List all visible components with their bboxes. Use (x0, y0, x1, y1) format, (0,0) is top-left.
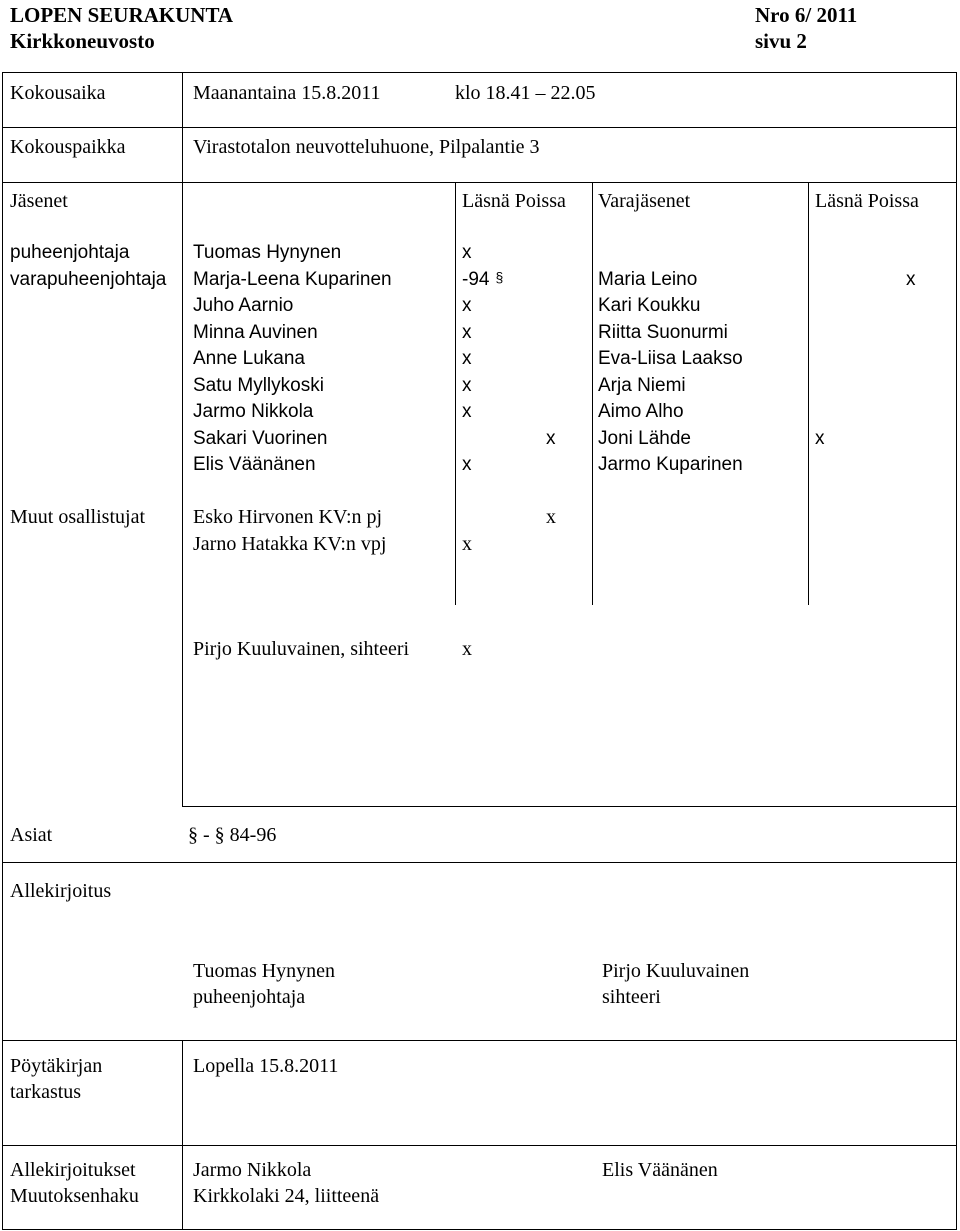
absent-mark (546, 399, 556, 426)
present-mark: x (462, 321, 472, 343)
present-mark: x (462, 532, 472, 555)
meeting-date: Maanantaina 15.8.2011 (193, 82, 381, 104)
member-name: Anne Lukana (193, 348, 305, 369)
meeting-time-label: Kokousaika (10, 82, 106, 104)
absent-mark (546, 531, 556, 558)
matters-label: Asiat (10, 824, 53, 846)
body-name: Kirkkoneuvosto (10, 29, 155, 53)
deputy-name: Eva-Liisa Laakso (598, 348, 743, 369)
absent-mark (546, 320, 556, 347)
others-present-column (462, 504, 472, 557)
others-list (193, 504, 386, 557)
member-name: Juho Aarnio (193, 295, 294, 316)
deputy-name (598, 240, 743, 267)
present-mark: x (462, 295, 472, 316)
others-absent-column (546, 504, 556, 557)
deputy-name: Maria Leino (598, 268, 698, 290)
deputies-absent-column (906, 240, 916, 479)
absent-mark (906, 320, 916, 347)
review-label-line1: Pöytäkirjan (10, 1055, 103, 1077)
present-mark (815, 399, 825, 426)
other-participant-name: Esko Hirvonen KV:n pj (193, 506, 383, 528)
roles-list (10, 240, 166, 293)
present-mark: x (462, 242, 472, 263)
members-header: Jäsenet (10, 190, 68, 212)
deputy-name: Kari Koukku (598, 295, 701, 316)
deputy-name: Joni Lähde (598, 427, 691, 449)
present-mark: -94 § (462, 268, 504, 290)
present-mark (815, 373, 825, 400)
deputy-name: Riitta Suonurmi (598, 321, 728, 343)
present-mark: x (462, 401, 472, 422)
secretary-signature-role: sihteeri (602, 986, 661, 1008)
absent-mark (546, 240, 556, 267)
absent-mark (546, 452, 556, 479)
deputies-header: Varajäsenet (598, 190, 691, 212)
matters-value: § - § 84-96 (188, 824, 277, 846)
present-mark (815, 346, 825, 373)
deputy-name: Jarmo Kuparinen (598, 454, 743, 475)
meeting-clock: klo 18.41 – 22.05 (455, 82, 596, 104)
absent-mark: x (546, 427, 556, 449)
present-mark: x (815, 427, 825, 449)
signer-1: Jarmo Nikkola (193, 1159, 312, 1181)
present-mark: x (462, 348, 472, 369)
deputy-name: Arja Niemi (598, 374, 686, 396)
present-mark: x (462, 454, 472, 475)
absent-mark (546, 293, 556, 320)
absent-mark (906, 240, 916, 267)
members-present-column (462, 240, 503, 479)
present-mark (815, 267, 825, 294)
absent-mark (546, 267, 556, 294)
page-number: sivu 2 (755, 29, 807, 53)
meeting-place-label: Kokouspaikka (10, 136, 126, 158)
present-mark (815, 452, 825, 479)
present-mark (815, 240, 825, 267)
member-name: Satu Myllykoski (193, 374, 324, 396)
review-place-date: Lopella 15.8.2011 (193, 1055, 339, 1077)
member-name: Marja-Leena Kuparinen (193, 268, 392, 290)
member-name: Tuomas Hynynen (193, 242, 342, 263)
absent-mark (906, 346, 916, 373)
doc-number: Nro 6/ 2011 (755, 3, 858, 27)
appeal-value: Kirkkolaki 24, liitteenä (193, 1185, 380, 1207)
org-name: LOPEN SEURAKUNTA (10, 3, 234, 27)
members-absent-column (546, 240, 556, 479)
absent-mark (906, 452, 916, 479)
present-mark (462, 426, 503, 453)
signature-label: Allekirjoitus (10, 880, 112, 902)
deputy-name: Aimo Alho (598, 401, 684, 422)
present-absent-header: Läsnä Poissa (462, 190, 566, 212)
other-participant-name: Jarno Hatakka KV:n vpj (193, 532, 387, 555)
absent-mark (906, 373, 916, 400)
present-mark (815, 293, 825, 320)
secretary-present-mark: x (462, 638, 472, 660)
meeting-place: Virastotalon neuvotteluhuone, Pilpalantie 3 (193, 136, 540, 158)
members-list (193, 240, 392, 479)
present-mark (462, 504, 472, 531)
member-name: Jarmo Nikkola (193, 401, 314, 422)
member-name: Elis Väänänen (193, 454, 316, 475)
absent-mark: x (906, 268, 916, 290)
section-sign-icon: § (495, 268, 504, 285)
present-mark (815, 320, 825, 347)
role-vice-chair: varapuheenjohtaja (10, 268, 167, 290)
deputies-present-column (815, 240, 825, 479)
absent-mark (906, 293, 916, 320)
absent-mark (906, 399, 916, 426)
chair-signature-role: puheenjohtaja (193, 986, 306, 1008)
absent-mark (546, 373, 556, 400)
secretary-name: Pirjo Kuuluvainen, sihteeri (193, 638, 410, 660)
present-absent-header-deputies: Läsnä Poissa (815, 190, 919, 212)
absent-mark (546, 346, 556, 373)
deputies-list (598, 240, 743, 479)
review-label-line2: tarkastus (10, 1081, 82, 1103)
signer-2: Elis Väänänen (602, 1159, 718, 1181)
present-mark: x (462, 374, 472, 396)
absent-mark: x (546, 506, 556, 528)
member-name: Minna Auvinen (193, 321, 318, 343)
secretary-signature-name: Pirjo Kuuluvainen (602, 960, 750, 982)
others-label: Muut osallistujat (10, 506, 145, 528)
chair-signature-name: Tuomas Hynynen (193, 960, 336, 982)
absent-mark (906, 426, 916, 453)
role-chair: puheenjohtaja (10, 242, 130, 263)
member-name: Sakari Vuorinen (193, 427, 328, 449)
appeal-label: Muutoksenhaku (10, 1185, 139, 1207)
signatures-footer-label: Allekirjoitukset (10, 1159, 136, 1181)
